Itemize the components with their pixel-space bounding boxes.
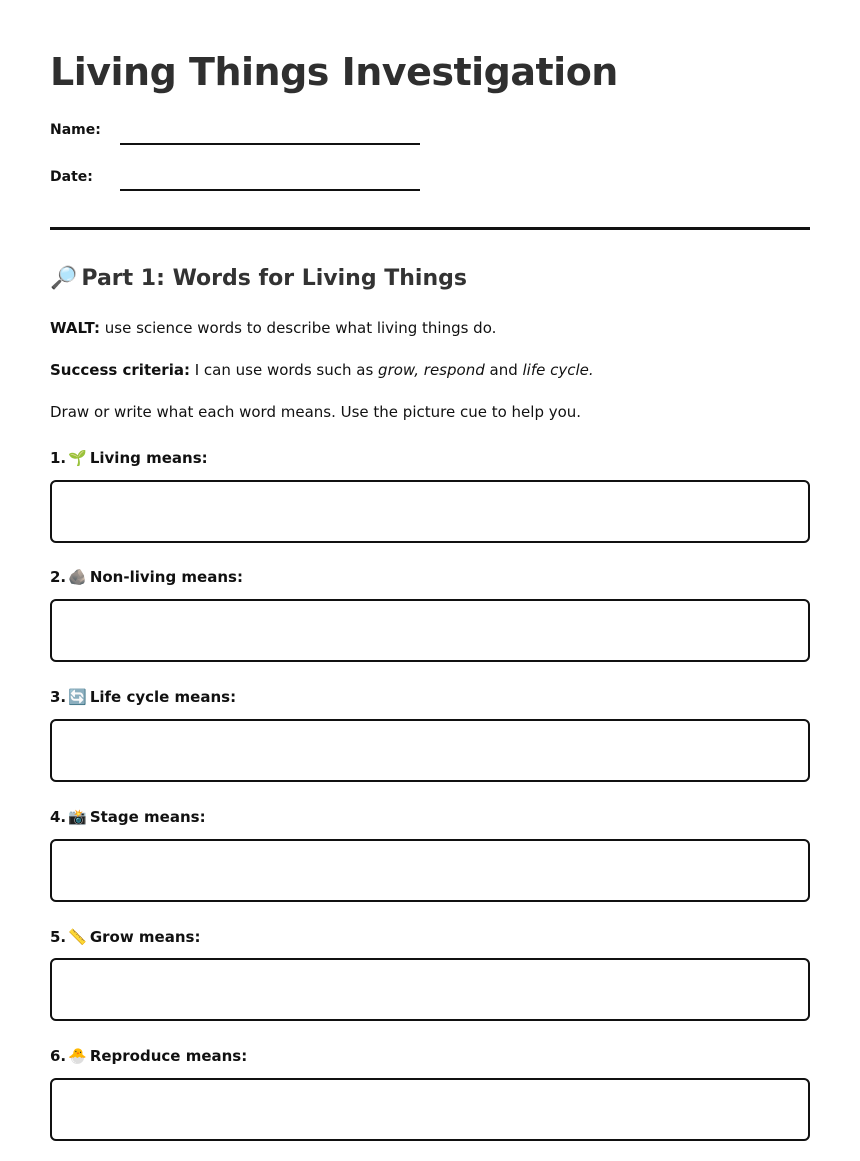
- cycle-arrows-icon: 🔄: [68, 688, 87, 706]
- answer-box-grow[interactable]: [50, 958, 810, 1021]
- question-text: Grow means:: [89, 928, 201, 946]
- success-criteria-label: Success criteria:: [50, 361, 190, 379]
- page-title: Living Things Investigation: [50, 50, 618, 94]
- answer-box-living[interactable]: [50, 480, 810, 543]
- question-number: 3.: [50, 688, 67, 706]
- success-criteria-line: [50, 361, 594, 379]
- part1-heading: [50, 266, 467, 291]
- question-text: Living means:: [89, 449, 208, 467]
- walt-text: use science words to describe what living things do.: [104, 319, 497, 337]
- name-field[interactable]: [120, 143, 420, 145]
- success-word-grow: grow,: [378, 361, 419, 379]
- date-label: Date:: [50, 169, 93, 185]
- seedling-icon: 🌱: [68, 449, 87, 467]
- date-field[interactable]: [120, 189, 420, 191]
- answer-box-stage[interactable]: [50, 839, 810, 902]
- question-label: [50, 568, 243, 586]
- section-divider: [50, 227, 810, 230]
- question-number: 6.: [50, 1047, 67, 1065]
- question-label: [50, 1047, 247, 1065]
- question-text: Stage means:: [89, 808, 206, 826]
- success-word-life-cycle: life cycle.: [522, 361, 594, 379]
- question-text: Life cycle means:: [89, 688, 237, 706]
- name-label: Name:: [50, 122, 101, 138]
- question-label: [50, 928, 200, 946]
- ruler-icon: 📏: [68, 928, 87, 946]
- instructions: Draw or write what each word means. Use the picture cue to help you.: [50, 403, 582, 421]
- rock-icon: 🪨: [68, 568, 87, 586]
- success-and: and: [489, 361, 518, 379]
- question-number: 1.: [50, 449, 67, 467]
- camera-icon: 📸: [68, 808, 87, 826]
- question-number: 5.: [50, 928, 67, 946]
- question-number: 4.: [50, 808, 67, 826]
- question-text: Non-living means:: [89, 568, 243, 586]
- question-text: Reproduce means:: [89, 1047, 248, 1065]
- question-number: 2.: [50, 568, 67, 586]
- answer-box-reproduce[interactable]: [50, 1078, 810, 1141]
- success-criteria-text: I can use words such as: [194, 361, 374, 379]
- hatching-chick-icon: 🐣: [68, 1047, 87, 1065]
- success-word-respond: respond: [423, 361, 485, 379]
- part1-title: Part 1: Words for Living Things: [81, 266, 467, 291]
- question-label: [50, 449, 208, 467]
- question-label: [50, 688, 236, 706]
- magnifying-glass-icon: 🔎: [50, 266, 78, 291]
- walt-label: WALT:: [50, 319, 100, 337]
- walt-line: [50, 319, 496, 337]
- question-label: [50, 808, 206, 826]
- answer-box-non-living[interactable]: [50, 599, 810, 662]
- answer-box-life-cycle[interactable]: [50, 719, 810, 782]
